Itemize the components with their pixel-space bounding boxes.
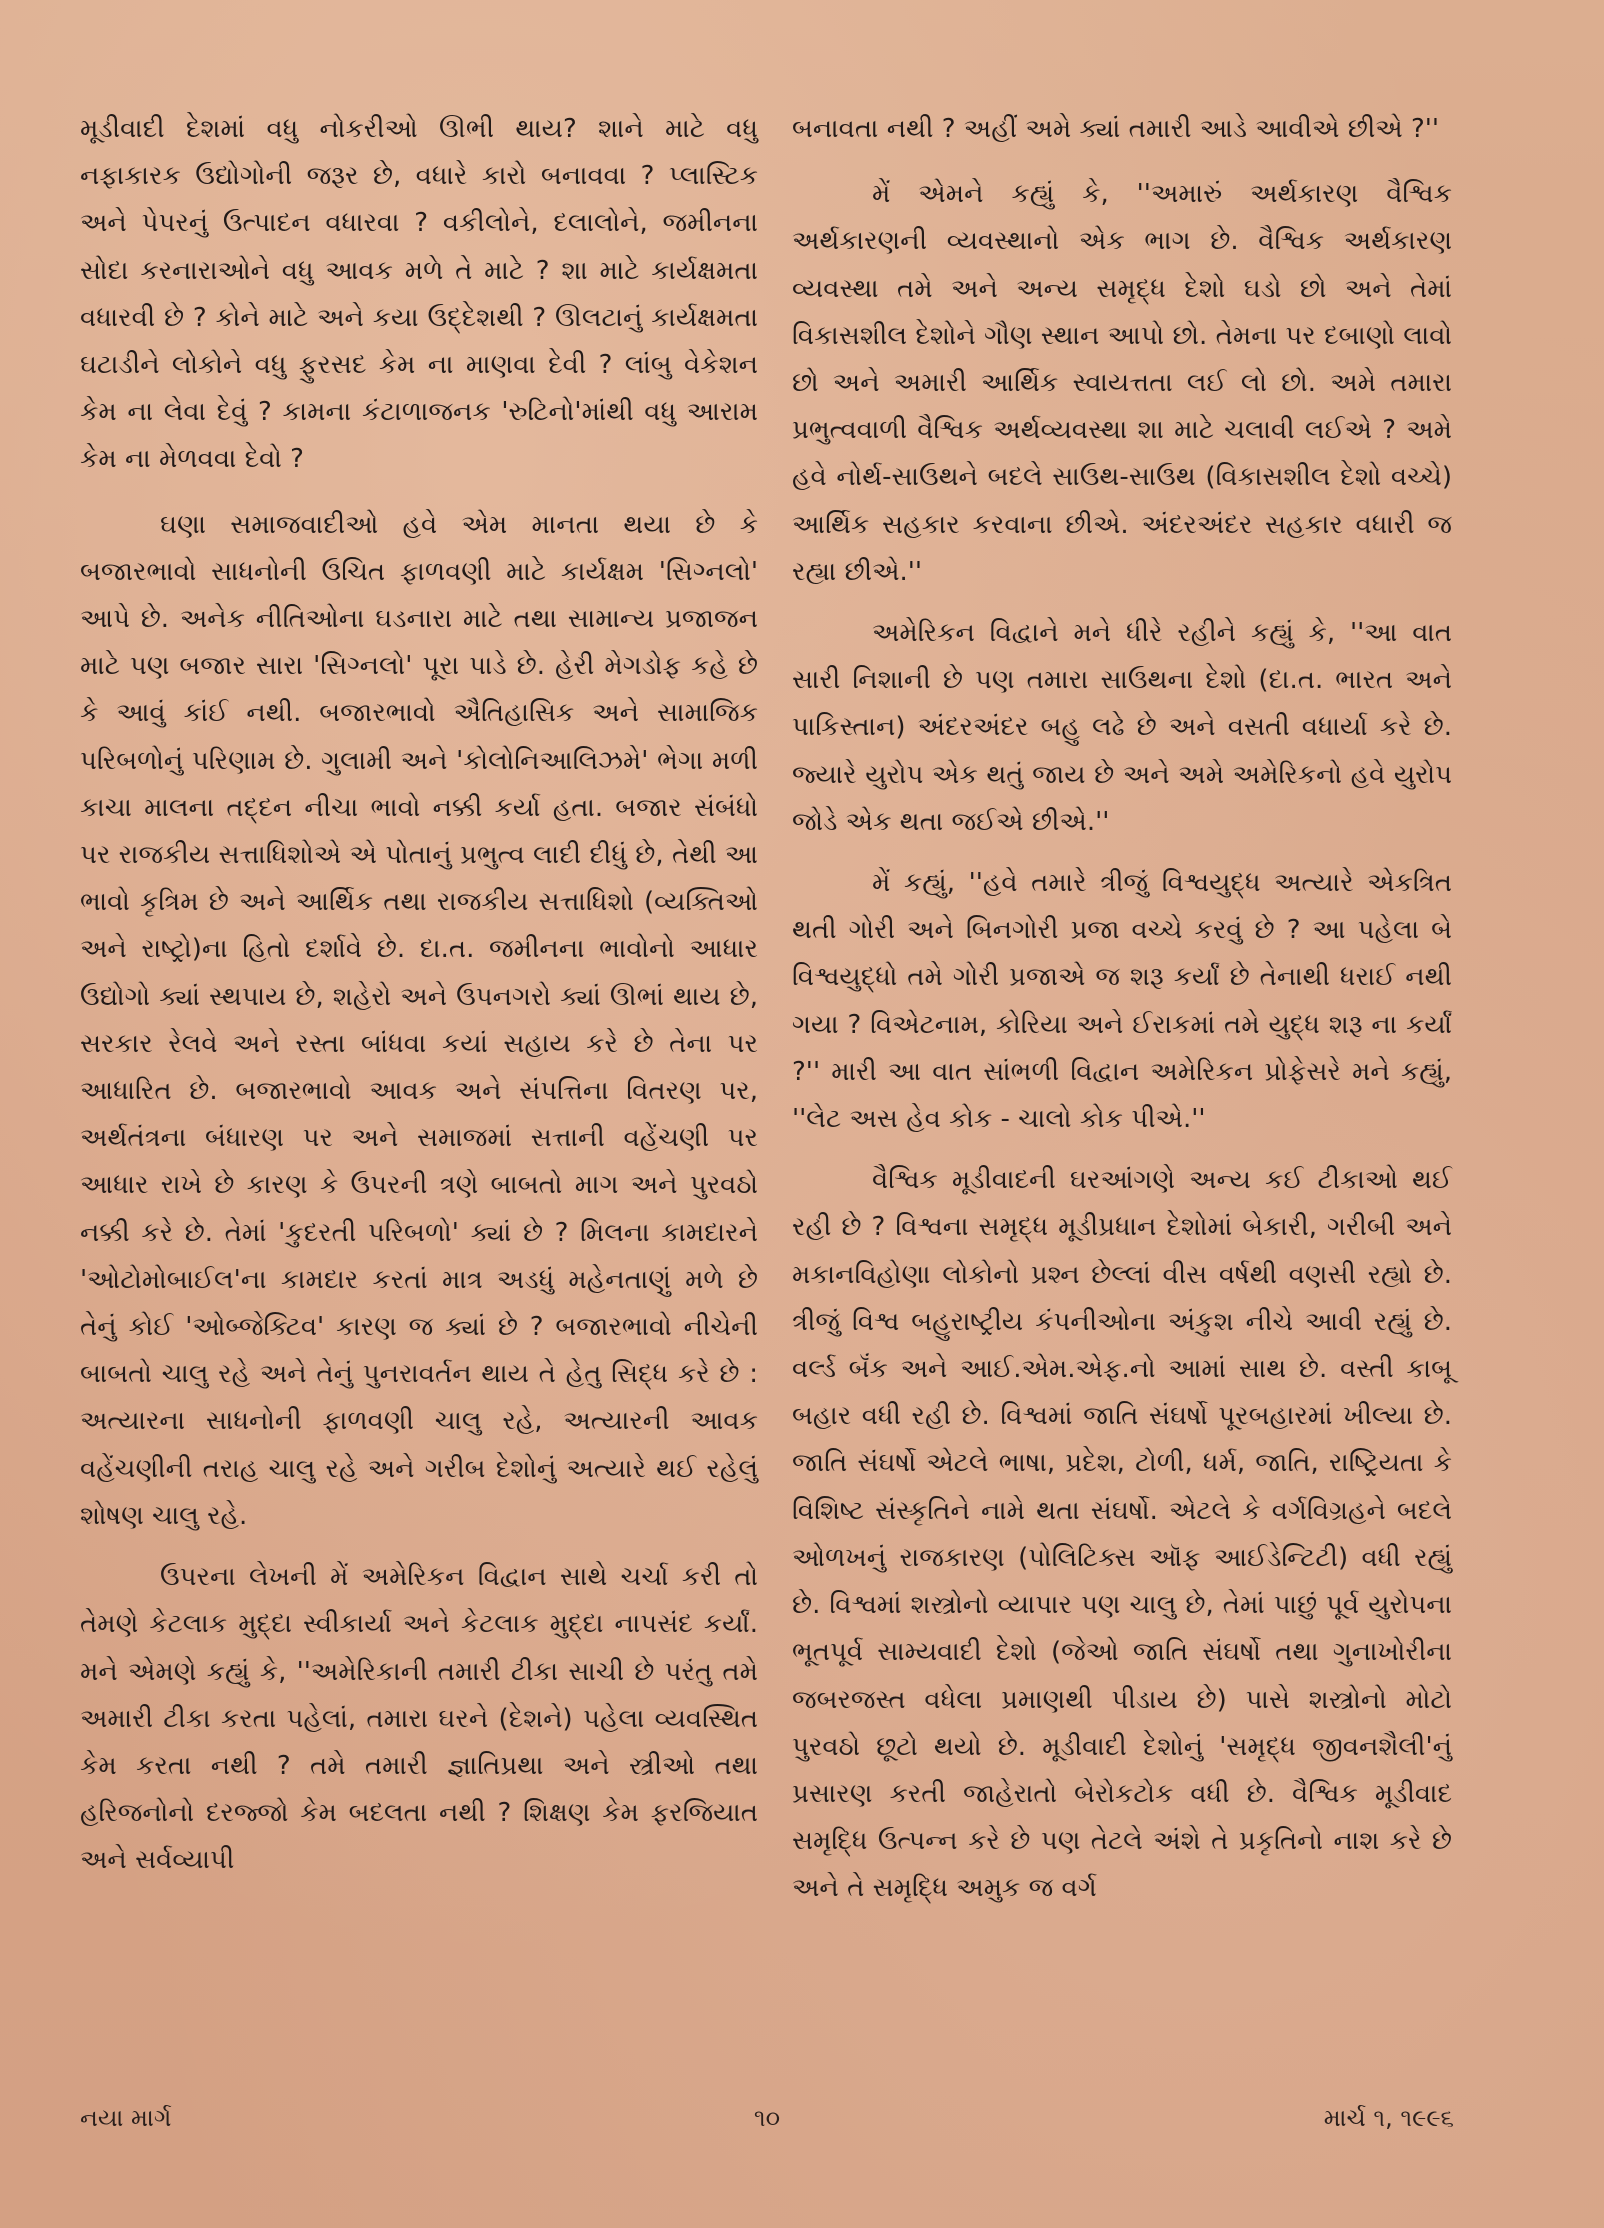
- left-column: [80, 106, 758, 1899]
- page-number: ૧૦: [753, 2104, 781, 2132]
- paragraph: ઉપરના લેખની મેં અમેરિકન વિદ્વાન સાથે ચર્ચા કરી તો તેમણે કેટલાક મુદ્દા સ્વીકાર્યા અને કેટલાક મુદ્દા નાપસંદ કર્યાં. મને એમણે કહ્યું કે, ''અમેરિકાની તમારી ટીકા સાચી છે પરંતુ તમે અમારી ટીકા કરતા પહેલાં, તમારા ઘરને (દેશને) પહેલા વ્યવસ્થિત કેમ કરતા નથી ? તમે તમારી જ્ઞાતિપ્રથા અને સ્ત્રીઓ તથા હરિજનોનો દરજ્જો કેમ બદલતા નથી ? શિક્ષણ કેમ ફરજિયાત અને સર્વવ્યાપી: [80, 1562, 758, 1876]
- paragraph: મેં એમને કહ્યું કે, ''અમારું અર્થકારણ વૈશ્વિક અર્થકારણની વ્યવસ્થાનો એક ભાગ છે. વૈશ્વિક અર્થકારણ વ્યવસ્થા તમે અને અન્ય સમૃદ્ધ દેશો ઘડો છો અને તેમાં વિકાસશીલ દેશોને ગૌણ સ્થાન આપો છો. તેમના પર દબાણો લાવો છો અને અમારી આર્થિક સ્વાયત્તતા લઈ લો છો. અમે તમારા પ્રભુત્વવાળી વૈશ્વિક અર્થવ્યવસ્થા શા માટે ચલાવી લઈએ ? અમે હવે નોર્થ-સાઉથને બદલે સાઉથ-સાઉથ (વિકાસશીલ દેશો વચ્ચે) આર્થિક સહકાર કરવાના છીએ. અંદરઅંદર સહકાર વધારી જ રહ્યા છીએ.'': [792, 179, 1452, 587]
- paragraph: મેં કહ્યું, ''હવે તમારે ત્રીજું વિશ્વયુદ્ધ અત્યારે એકત્રિત થતી ગોરી અને બિનગોરી પ્રજા વચ્ચે કરવું છે ? આ પહેલા બે વિશ્વયુદ્ધો તમે ગોરી પ્રજાએ જ શરૂ કર્યાં છે તેનાથી ધરાઈ નથી ગયા ? વિએટનામ, કોરિયા અને ઈરાકમાં તમે યુદ્ધ શરૂ ના કર્યાં ?'' મારી આ વાત સાંભળી વિદ્વાન અમેરિકન પ્રોફેસરે મને કહ્યું, ''લેટ અસ હેવ કોક - ચાલો કોક પીએ.'': [792, 868, 1452, 1135]
- footer-divider: [80, 2096, 1454, 2097]
- paragraph: બનાવતા નથી ? અહીં અમે ક્યાં તમારી આડે આવીએ છીએ ?'': [792, 114, 1440, 144]
- issue-date: માર્ચ ૧, ૧૯૯૬: [1323, 2104, 1454, 2132]
- paragraph: મૂડીવાદી દેશમાં વધુ નોકરીઓ ઊભી થાય? શાને માટે વધુ નફાકારક ઉદ્યોગોની જરૂર છે, વધારે કારો બનાવવા ? પ્લાસ્ટિક અને પેપરનું ઉત્પાદન વધારવા ? વકીલોને, દલાલોને, જમીનના સોદા કરનારાઓને વધુ આવક મળે તે માટે ? શા માટે કાર્યક્ષમતા વધારવી છે ? કોને માટે અને કયા ઉદ્દેશથી ? ઊલટાનું કાર્યક્ષમતા ઘટાડીને લોકોને વધુ ફુરસદ કેમ ના માણવા દેવી ? લાંબુ વેકેશન કેમ ના લેવા દેવું ? કામના કંટાળાજનક 'રુટિનો'માંથી વધુ આરામ કેમ ના મેળવવા દેવો ?: [80, 114, 758, 475]
- paragraph: વૈશ્વિક મૂડીવાદની ઘરઆંગણે અન્ય કઈ ટીકાઓ થઈ રહી છે ? વિશ્વના સમૃદ્ધ મૂડીપ્રધાન દેશોમાં બેકારી, ગરીબી અને મકાનવિહોણા લોકોનો પ્રશ્ન છેલ્લાં વીસ વર્ષથી વણસી રહ્યો છે. ત્રીજું વિશ્વ બહુરાષ્ટ્રીય કંપનીઓના અંકુશ નીચે આવી રહ્યું છે. વર્લ્ડ બૅંક અને આઈ.એમ.એફ.નો આમાં સાથ છે. વસ્તી કાબૂ બહાર વધી રહી છે. વિશ્વમાં જાતિ સંઘર્ષો પૂરબહારમાં ખીલ્યા છે. જાતિ સંઘર્ષો એટલે ભાષા, પ્રદેશ, ટોળી, ધર્મ, જાતિ, રાષ્ટ્રિયતા કે વિશિષ્ટ સંસ્કૃતિને નામે થતા સંઘર્ષો. એટલે કે વર્ગવિગ્રહને બદલે ઓળખનું રાજકારણ (પોલિટિક્સ ઑફ આઈડેન્ટિટી) વધી રહ્યું છે. વિશ્વમાં શસ્ત્રોનો વ્યાપાર પણ ચાલુ છે, તેમાં પાછું પૂર્વ યુરોપના ભૂતપૂર્વ સામ્યવાદી દેશો (જેઓ જાતિ સંઘર્ષો તથા ગુનાખોરીના જબરજસ્ત વધેલા પ્રમાણથી પીડાય છે) પાસે શસ્ત્રોનો મોટો પુરવઠો છૂટો થયો છે. મૂડીવાદી દેશોનું 'સમૃદ્ધ જીવનશૈલી'નું પ્રસારણ કરતી જાહેરાતો બેરોકટોક વધી છે. વૈશ્વિક મૂડીવાદ સમૃદ્ધિ ઉત્પન્ન કરે છે પણ તેટલે અંશે તે પ્રકૃતિનો નાશ કરે છે અને તે સમૃદ્ધિ અમુક જ વર્ગ: [792, 1165, 1452, 1904]
- paragraph: અમેરિકન વિદ્વાને મને ધીરે રહીને કહ્યું કે, ''આ વાત સારી નિશાની છે પણ તમારા સાઉથના દેશો (દા.ત. ભારત અને પાકિસ્તાન) અંદરઅંદર બહુ લઢે છે અને વસતી વધાર્યા કરે છે. જ્યારે યુરોપ એક થતું જાય છે અને અમે અમેરિકનો હવે યુરોપ જોડે એક થતા જઈએ છીએ.'': [792, 618, 1452, 837]
- page-footer: [80, 2104, 1454, 2148]
- right-column: [792, 106, 1452, 1927]
- paragraph: ઘણા સમાજવાદીઓ હવે એમ માનતા થયા છે કે બજારભાવો સાધનોની ઉચિત ફાળવણી માટે કાર્યક્ષમ 'સિગ્નલો' આપે છે. અનેક નીતિઓના ઘડનારા માટે તથા સામાન્ય પ્રજાજન માટે પણ બજાર સારા 'સિગ્નલો' પૂરા પાડે છે. હેરી મેગડોફ કહે છે કે આવું કાંઈ નથી. બજારભાવો ઐતિહાસિક અને સામાજિક પરિબળોનું પરિણામ છે. ગુલામી અને 'કોલોનિઆલિઝમે' ભેગા મળી કાચા માલના તદ્દન નીચા ભાવો નક્કી કર્યા હતા. બજાર સંબંધો પર રાજકીય સત્તાધિશોએ એ પોતાનું પ્રભુત્વ લાદી દીધું છે, તેથી આ ભાવો કૃત્રિમ છે અને આર્થિક તથા રાજકીય સત્તાધિશો (વ્યક્તિઓ અને રાષ્ટ્રો)ના હિતો દર્શાવે છે. દા.ત. જમીનના ભાવોનો આધાર ઉદ્યોગો ક્યાં સ્થપાય છે, શહેરો અને ઉપનગરો ક્યાં ઊભાં થાય છે, સરકાર રેલવે અને રસ્તા બાંધવા કયાં સહાય કરે છે તેના પર આધારિત છે. બજારભાવો આવક અને સંપત્તિના વિતરણ પર, અર્થતંત્રના બંધારણ પર અને સમાજમાં સત્તાની વહેંચણી પર આધાર રાખે છે કારણ કે ઉપરની ત્રણે બાબતો માગ અને પુરવઠો નક્કી કરે છે. તેમાં 'કુદરતી પરિબળો' ક્યાં છે ? મિલના કામદારને 'ઓટોમોબાઈલ'ના કામદાર કરતાં માત્ર અડધું મહેનતાણું મળે છે તેનું કોઈ 'ઓબ્જેક્ટિવ' કારણ જ ક્યાં છે ? બજારભાવો નીચેની બાબતો ચાલુ રહે અને તેનું પુનરાવર્તન થાય તે હેતુ સિદ્ધ કરે છે : અત્યારના સાધનોની ફાળવણી ચાલુ રહે, અત્યારની આવક વહેંચણીની તરાહ ચાલુ રહે અને ગરીબ દેશોનું અત્યારે થઈ રહેલું શોષણ ચાલુ રહે.: [80, 509, 758, 1531]
- publication-name: નયા માર્ગ: [80, 2104, 172, 2132]
